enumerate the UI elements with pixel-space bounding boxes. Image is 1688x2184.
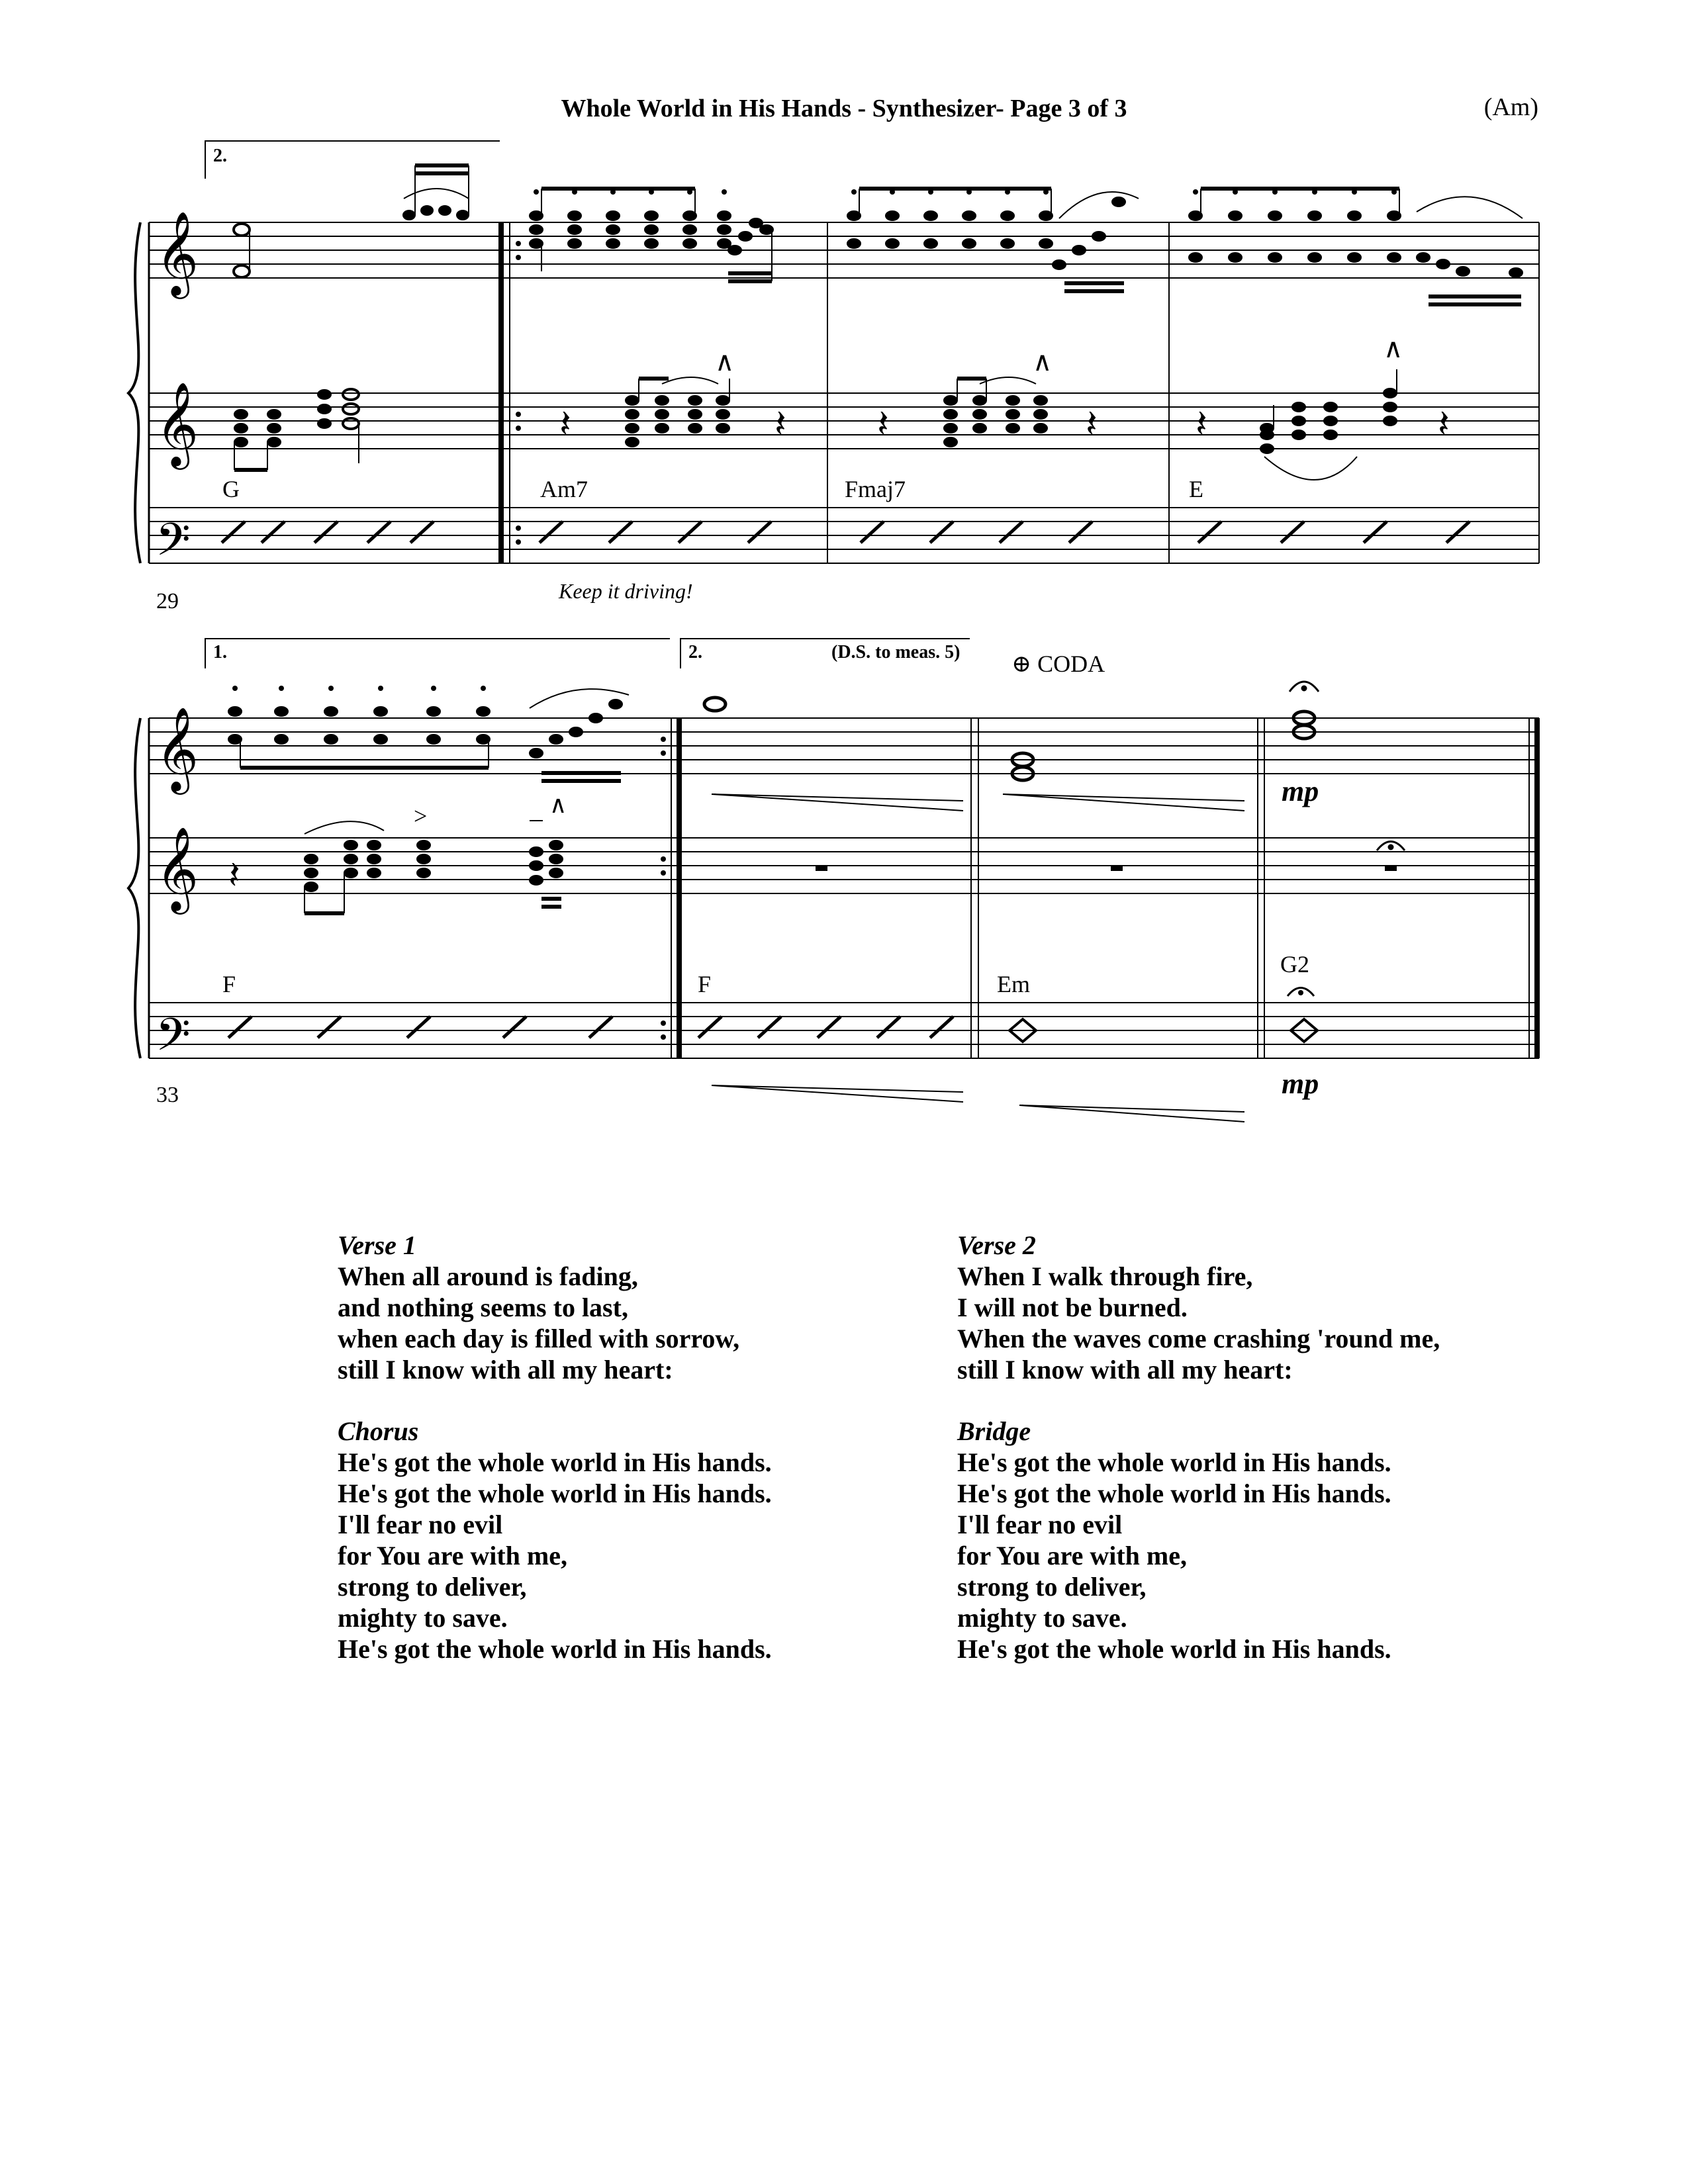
lyric-line: for You are with me,: [957, 1541, 1187, 1570]
lyric-line: for You are with me,: [338, 1541, 567, 1570]
svg-text:𝄽: 𝄽: [1196, 401, 1207, 446]
svg-text:𝄽: 𝄽: [774, 401, 786, 446]
staff-treble-1: [149, 222, 1539, 278]
svg-text:>: >: [414, 803, 428, 829]
chord-symbol: E: [1189, 476, 1203, 502]
lyrics-block: [338, 1416, 772, 1664]
staff-treble-1b: [149, 718, 1539, 774]
system-1: [128, 141, 1539, 577]
svg-text:𝄞: 𝄞: [156, 210, 199, 295]
lyric-line: He's got the whole world in His hands.: [338, 1479, 772, 1508]
page-title: Whole World in His Hands - Synthesizer- Page 3 of 3: [561, 95, 1127, 122]
section-heading: Bridge: [957, 1416, 1031, 1446]
lyric-line: when each day is filled with sorrow,: [338, 1324, 740, 1353]
svg-text:𝄽: 𝄽: [559, 401, 571, 446]
key-indicator: (Am): [1483, 93, 1538, 121]
ending-label-2b: 2.: [688, 642, 702, 662]
lyric-line: He's got the whole world in His hands.: [957, 1447, 1391, 1477]
lyric-line: He's got the whole world in His hands.: [338, 1634, 772, 1664]
lyric-line: When all around is fading,: [338, 1261, 638, 1291]
chord-symbol: Em: [997, 971, 1030, 997]
lyrics-column-right: [957, 1230, 1440, 1695]
svg-text:𝄽: 𝄽: [1438, 401, 1450, 446]
svg-text:𝄞: 𝄞: [156, 826, 199, 911]
lyric-line: I will not be burned.: [957, 1293, 1188, 1322]
chord-symbol: F: [698, 971, 712, 997]
coda-label: CODA: [1037, 651, 1105, 677]
svg-text:𝄢: 𝄢: [156, 514, 191, 577]
dynamic-marking: mp: [1282, 1068, 1319, 1100]
lyric-line: strong to deliver,: [957, 1572, 1147, 1602]
ds-instruction: (D.S. to meas. 5): [831, 642, 961, 662]
chord-symbol: Fmaj7: [845, 476, 906, 502]
dynamic-marking: mp: [1282, 775, 1319, 807]
ending-label-2: 2.: [213, 146, 227, 166]
svg-text:𝄽: 𝄽: [877, 401, 889, 446]
svg-text:∧: ∧: [1033, 347, 1053, 377]
lyric-line: still I know with all my heart:: [338, 1355, 673, 1385]
svg-text:𝄢: 𝄢: [156, 1009, 191, 1072]
coda-marker: [1011, 650, 1105, 678]
svg-text:𝄽: 𝄽: [1086, 401, 1098, 446]
chord-symbol: F: [222, 971, 236, 997]
section-heading: Chorus: [338, 1416, 419, 1446]
lyric-line: He's got the whole world in His hands.: [957, 1479, 1391, 1508]
chord-symbol: G: [222, 476, 240, 502]
chord-symbol: Am7: [540, 476, 588, 502]
lyric-line: I'll fear no evil: [338, 1510, 503, 1539]
measure-number-system1: 29: [156, 589, 179, 614]
lyric-line: strong to deliver,: [338, 1572, 527, 1602]
svg-text:∧: ∧: [549, 792, 567, 818]
lyric-line: He's got the whole world in His hands.: [957, 1634, 1391, 1664]
system-2: [128, 639, 1539, 1122]
svg-text:∧: ∧: [1383, 334, 1403, 363]
lyric-line: I'll fear no evil: [957, 1510, 1123, 1539]
measure-number-system2: 33: [156, 1083, 179, 1107]
staff-bass-b: [149, 1003, 1539, 1058]
performance-direction: Keep it driving!: [559, 579, 693, 603]
lyrics-column-left: [338, 1230, 772, 1695]
section-heading: Verse 1: [338, 1230, 416, 1260]
lyrics-block: [957, 1230, 1440, 1385]
staff-bass: [149, 508, 1539, 563]
coda-icon: ⊕: [1011, 651, 1032, 677]
svg-text:𝄽: 𝄽: [228, 852, 240, 897]
lyric-line: mighty to save.: [338, 1603, 508, 1633]
lyric-line: He's got the whole world in His hands.: [338, 1447, 772, 1477]
fermata-icon: [1284, 979, 1317, 999]
lyric-line: and nothing seems to last,: [338, 1293, 628, 1322]
lyrics-block: [957, 1416, 1440, 1664]
ending-label-1: 1.: [213, 642, 227, 662]
lyric-line: mighty to save.: [957, 1603, 1127, 1633]
section-heading: Verse 2: [957, 1230, 1036, 1260]
lyric-line: still I know with all my heart:: [957, 1355, 1293, 1385]
chord-symbol: G2: [1280, 951, 1309, 978]
svg-text:∧: ∧: [715, 347, 735, 377]
lyric-line: When I walk through fire,: [957, 1261, 1253, 1291]
lyrics-block: [338, 1230, 772, 1385]
svg-text:𝄞: 𝄞: [156, 381, 199, 466]
svg-text:𝄞: 𝄞: [156, 706, 199, 791]
lyric-line: When the waves come crashing 'round me,: [957, 1324, 1440, 1353]
